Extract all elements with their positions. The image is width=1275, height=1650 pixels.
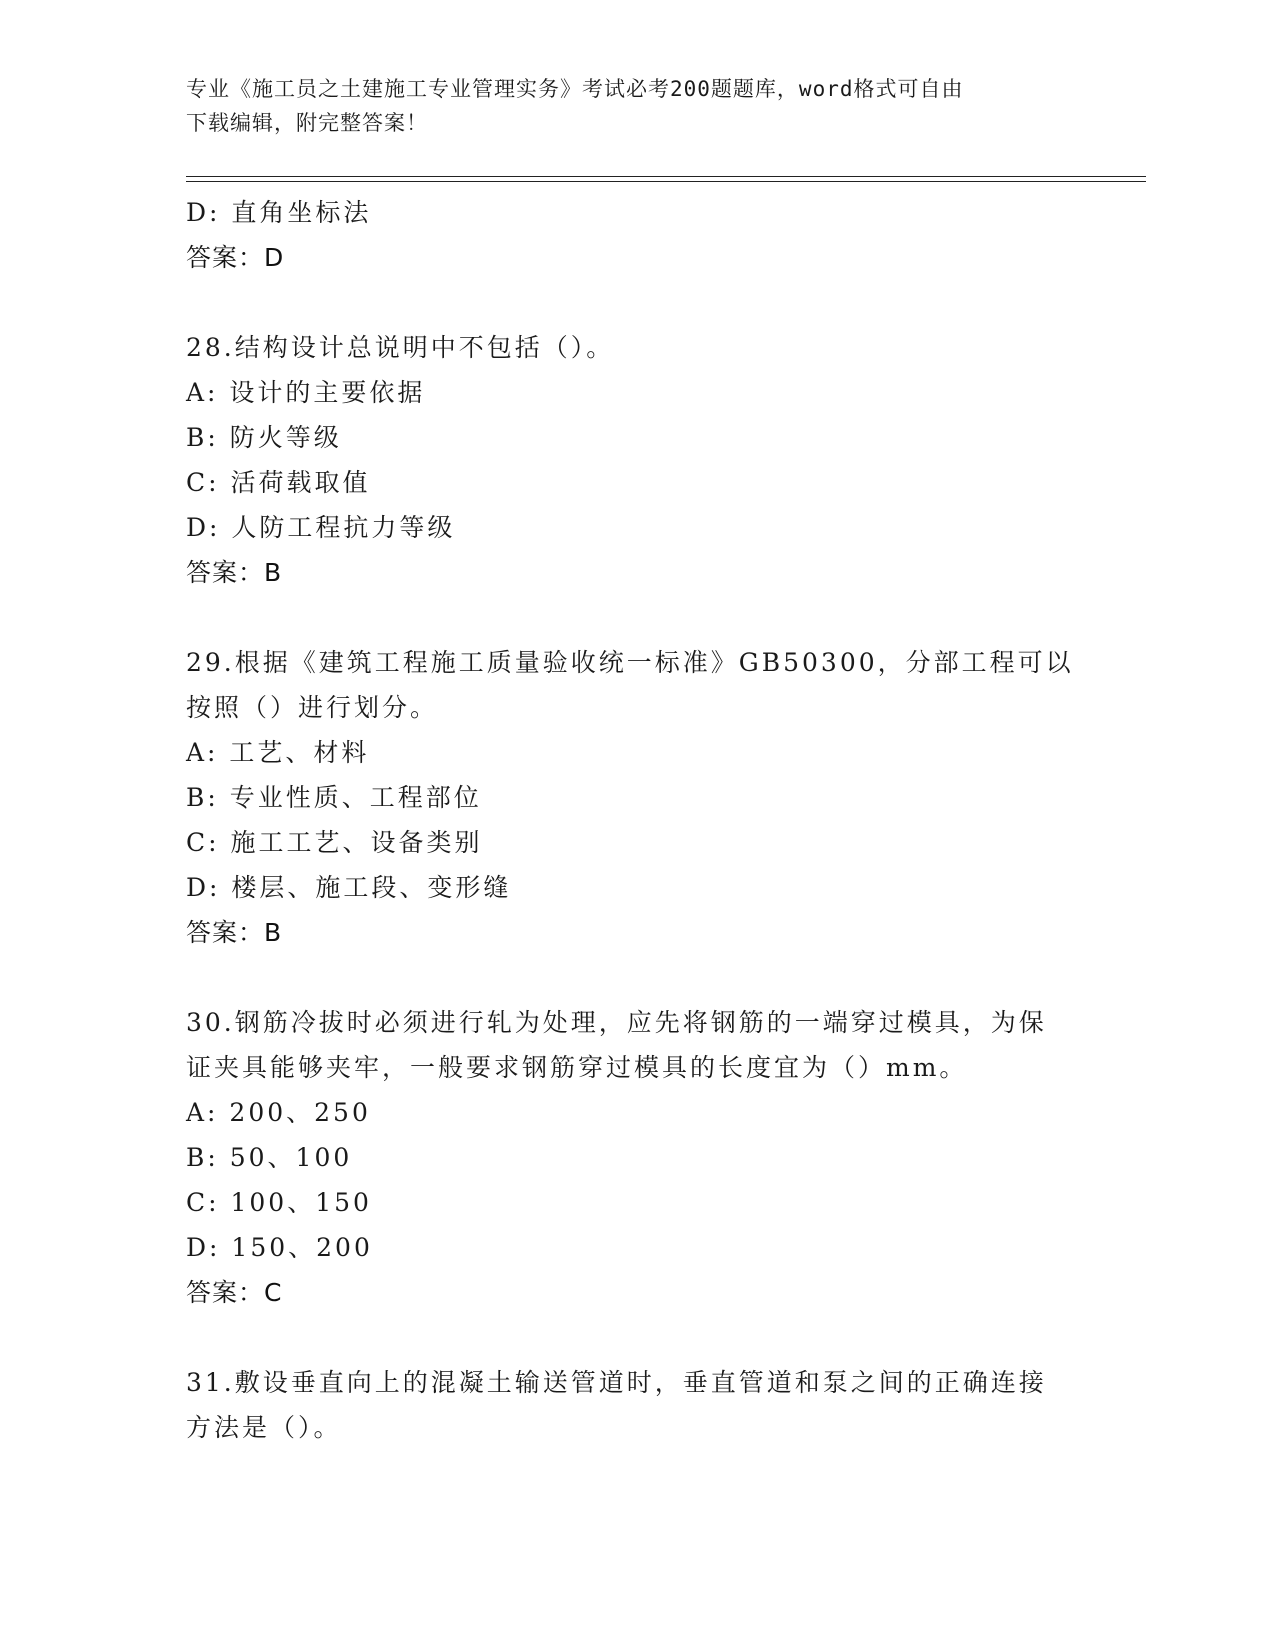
answer-option: B: 专业性质、工程部位 xyxy=(186,783,482,812)
question-block xyxy=(186,325,1086,595)
answer-option: C: 施工工艺、设备类别 xyxy=(186,828,483,857)
question-stem: 方法是（）。 xyxy=(186,1413,342,1442)
question-block xyxy=(186,1360,1086,1450)
answer-key: 答案：B xyxy=(186,558,283,587)
answer-option: D: 直角坐标法 xyxy=(186,198,372,227)
question-stem: 28.结构设计总说明中不包括（）。 xyxy=(186,333,615,362)
question-stem: 29.根据《建筑工程施工质量验收统一标准》GB50300，分部工程可以 xyxy=(186,648,1074,677)
question-stem: 证夹具能够夹牢，一般要求钢筋穿过模具的长度宜为（）mm。 xyxy=(186,1053,968,1082)
question-stem: 31.敷设垂直向上的混凝土输送管道时，垂直管道和泵之间的正确连接 xyxy=(186,1368,1047,1397)
answer-option: B: 50、100 xyxy=(186,1143,353,1172)
question-stem: 按照（）进行划分。 xyxy=(186,693,439,722)
question-block xyxy=(186,1000,1086,1315)
answer-option: C: 100、150 xyxy=(186,1188,372,1217)
question-spacer xyxy=(186,1315,1086,1360)
question-list xyxy=(186,190,1086,1450)
answer-key: 答案：B xyxy=(186,918,283,947)
answer-key: 答案：C xyxy=(186,1278,283,1307)
question-spacer xyxy=(186,595,1086,640)
answer-option: D: 150、200 xyxy=(186,1233,373,1262)
answer-option: A: 200、250 xyxy=(186,1098,371,1127)
document-header xyxy=(186,72,1066,140)
answer-option: A: 设计的主要依据 xyxy=(186,378,426,407)
header-divider-bottom xyxy=(186,181,1146,182)
answer-option: A: 工艺、材料 xyxy=(186,738,370,767)
question-stem: 30.钢筋冷拔时必须进行轧为处理，应先将钢筋的一端穿过模具，为保 xyxy=(186,1008,1047,1037)
header-line-2: 下载编辑，附完整答案！ xyxy=(186,111,428,135)
question-spacer xyxy=(186,955,1086,1000)
header-line-1: 专业《施工员之土建施工专业管理实务》考试必考200题题库，word格式可自由 xyxy=(186,77,964,101)
question-block xyxy=(186,640,1086,955)
answer-option: D: 楼层、施工段、变形缝 xyxy=(186,873,512,902)
answer-option: C: 活荷载取值 xyxy=(186,468,371,497)
header-divider-top xyxy=(186,176,1146,177)
answer-option: D: 人防工程抗力等级 xyxy=(186,513,456,542)
answer-option: B: 防火等级 xyxy=(186,423,342,452)
question-spacer xyxy=(186,280,1086,325)
answer-key: 答案：D xyxy=(186,243,285,272)
question-block xyxy=(186,190,1086,280)
